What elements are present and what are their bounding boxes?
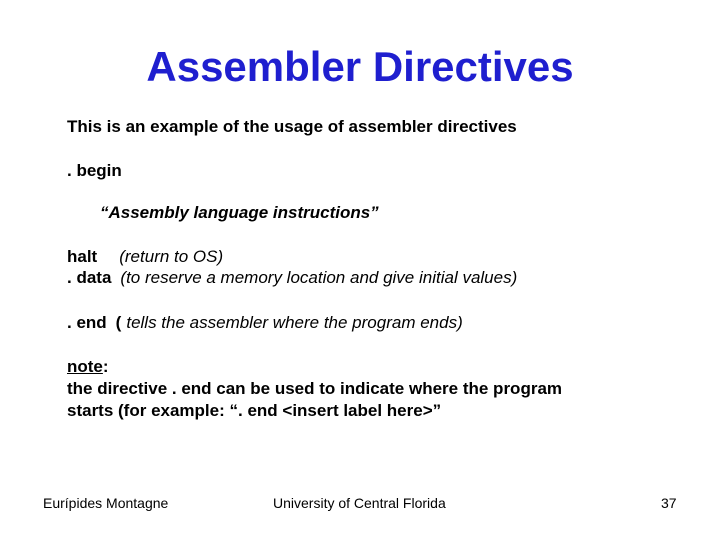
end-comment: tells the assembler where the program ends) bbox=[126, 313, 463, 332]
assembly-instructions-text: “Assembly language instructions” bbox=[100, 203, 379, 222]
slide-title: Assembler Directives bbox=[146, 43, 574, 90]
note-label: note bbox=[67, 357, 103, 376]
halt-comment: (return to OS) bbox=[119, 247, 224, 266]
end-keyword: . end bbox=[67, 313, 107, 332]
data-keyword: . data bbox=[67, 268, 112, 287]
note-line-2: starts (for example: “. end <insert label here>” bbox=[67, 401, 442, 420]
footer-page-number: 37 bbox=[661, 495, 677, 511]
end-paren: ( bbox=[115, 313, 122, 332]
note-heading bbox=[67, 356, 109, 378]
data-line bbox=[67, 267, 517, 289]
halt-line bbox=[67, 246, 223, 268]
data-comment: (to reserve a memory location and give initial values) bbox=[120, 268, 518, 287]
halt-keyword: halt bbox=[67, 247, 98, 266]
note-colon: : bbox=[102, 357, 109, 376]
footer-institution: University of Central Florida bbox=[273, 495, 446, 511]
end-line bbox=[67, 312, 463, 334]
intro-text: This is an example of the usage of assembler directives bbox=[67, 117, 517, 136]
footer-author: Eurípides Montagne bbox=[43, 495, 169, 511]
begin-directive: . begin bbox=[67, 161, 122, 180]
note-line-1: the directive . end can be used to indicate where the program bbox=[67, 379, 563, 398]
